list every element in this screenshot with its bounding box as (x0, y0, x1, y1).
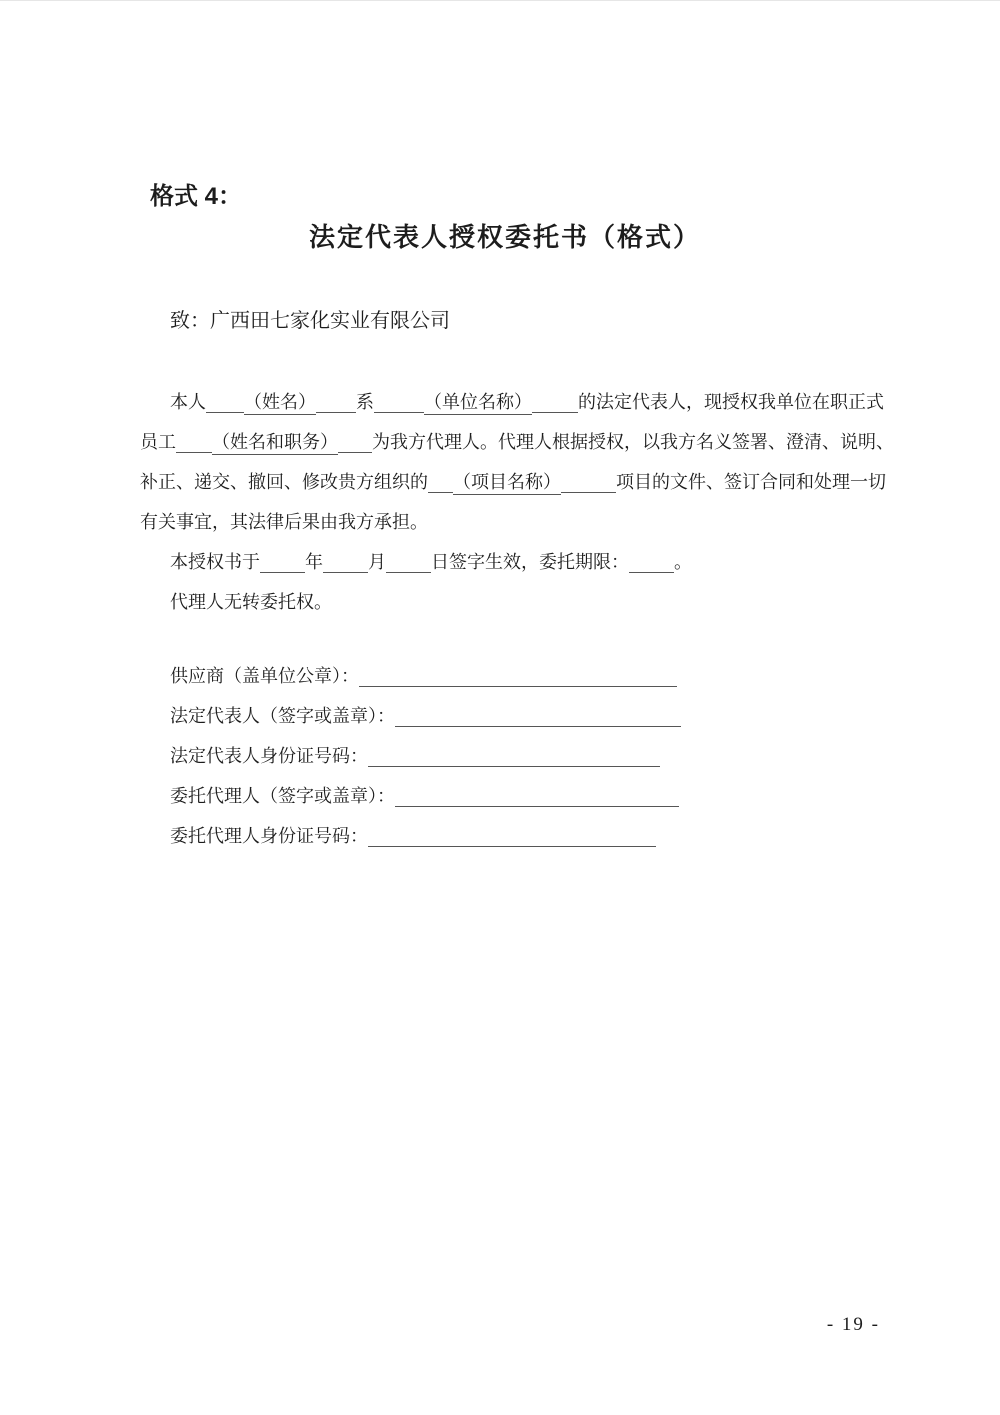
employee-blank-field (176, 434, 212, 453)
page-number: - 19 - (826, 1314, 880, 1335)
salutation-line: 致：广西田七家化实业有限公司 (170, 310, 450, 332)
text-segment: 为我方代理人。代理人根据授权，以我方名义签署、澄清、说明、 (372, 432, 894, 452)
text-segment: 月 (368, 552, 386, 572)
month-blank-field (323, 554, 368, 573)
signature-line-agent-id (170, 816, 681, 856)
text-segment: 。 (674, 552, 692, 572)
name-blank-field (316, 394, 356, 413)
text-segment: 本授权书于 (170, 552, 260, 572)
legal-rep-id-blank-field (368, 748, 660, 767)
text-segment: 员工 (140, 432, 176, 452)
project-blank-field (428, 474, 453, 493)
signature-block (170, 656, 681, 856)
signature-line-agent-sign (170, 776, 681, 816)
signature-label: 委托代理人（签字或盖章）： (170, 786, 395, 806)
agent-id-blank-field (368, 828, 656, 847)
text-segment: 日签字生效，委托期限： (431, 552, 629, 572)
employee-blank-field (338, 434, 372, 453)
text-segment: 系 (356, 392, 374, 412)
signature-label: 法定代表人（签字或盖章）： (170, 706, 395, 726)
signature-label: 供应商（盖单位公章）： (170, 666, 359, 686)
text-segment: 的法定代表人，现授权我单位在职正式 (578, 392, 884, 412)
company-blank-field (532, 394, 578, 413)
name-field-hint: （姓名） (244, 392, 316, 415)
signature-label: 委托代理人身份证号码： (170, 826, 368, 846)
body-paragraphs (140, 382, 894, 622)
paragraph1-line3 (140, 462, 885, 502)
name-blank-field (206, 394, 244, 413)
paragraph1-line1 (140, 382, 885, 422)
signature-line-legal-rep-id (170, 736, 681, 776)
text-segment: 项目的文件、签订合同和处理一切 (616, 472, 886, 492)
paragraph3-no-subdelegation-line (140, 582, 885, 622)
company-field-hint: （单位名称） (424, 392, 532, 415)
project-blank-field (561, 474, 616, 493)
paragraph2-effective-date-line (140, 542, 885, 582)
year-blank-field (260, 554, 305, 573)
signature-label: 法定代表人身份证号码： (170, 746, 368, 766)
text-segment: 年 (305, 552, 323, 572)
document-title: 法定代表人授权委托书（格式） (308, 223, 701, 252)
paragraph1-line2 (140, 422, 894, 462)
project-field-hint: （项目名称） (453, 472, 561, 495)
term-blank-field (629, 554, 674, 573)
employee-field-hint: （姓名和职务） (212, 432, 338, 455)
company-blank-field (374, 394, 424, 413)
agent-signature-blank-field (395, 788, 679, 807)
format-label: 格式 4： (150, 183, 243, 210)
legal-rep-signature-blank-field (395, 708, 681, 727)
paragraph1-line4 (140, 502, 885, 542)
supplier-seal-blank-field (359, 668, 677, 687)
text-segment: 补正、递交、撤回、修改贵方组织的 (140, 472, 428, 492)
text-segment: 本人 (170, 392, 206, 412)
day-blank-field (386, 554, 431, 573)
text-segment: 有关事宜，其法律后果由我方承担。 (140, 512, 428, 532)
text-segment: 代理人无转委托权。 (170, 592, 332, 612)
signature-line-legal-rep-sign (170, 696, 681, 736)
signature-line-supplier (170, 656, 681, 696)
